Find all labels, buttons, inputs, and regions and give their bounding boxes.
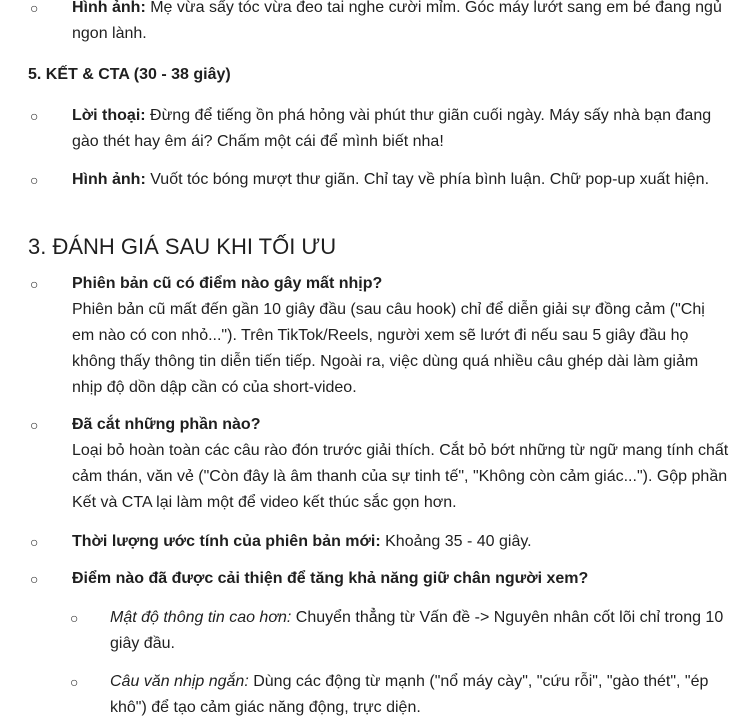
item-text: Mẹ vừa sấy tóc vừa đeo tai nghe cười mỉm. Góc máy lướt sang em bé đang ngủ ngon lành. [72,0,722,42]
item-text: Đừng để tiếng ồn phá hỏng vài phút thư giãn cuối ngày. Máy sấy nhà bạn đang gào thét hay êm ái? Chấm một cái để mình biết nha! [72,107,712,150]
list-bullet: ○ [30,0,39,16]
list-bullet: ○ [70,610,79,626]
list-item [72,167,731,193]
list-bullet: ○ [30,571,39,587]
list-item [72,0,731,47]
item-label: Hình ảnh: [72,0,146,16]
question: Phiên bản cũ có điểm nào gây mất nhịp? [72,275,383,292]
question: Đã cắt những phần nào? [72,416,261,433]
answer: Phiên bản cũ mất đến gần 10 giây đầu (sau câu hook) chỉ để diễn giải sự đồng cảm ("Chị em nào có con nhỏ..."). Trên TikTok/Reels, người xem sẽ lướt đi nếu sau 5 giây đầu họ không thấy thông tin diễn tiến tiếp. Ngoài ra, việc dùng quá nhiều câu ghép dài làm giảm nhịp độ dồn dập cần có của short-video. [72,301,705,396]
list-item [110,669,731,721]
item-text: Khoảng 35 - 40 giây. [380,533,532,550]
list-bullet: ○ [30,417,39,433]
list-item [72,412,731,516]
list-bullet: ○ [30,534,39,550]
item-text: Dùng các động từ mạnh ("nổ máy cày", "cứu rỗi", "gào thét", "ép khô") để tạo cảm giác năng động, trực diện. [110,673,709,716]
list-bullet: ○ [70,674,79,690]
section-heading: 3. ĐÁNH GIÁ SAU KHI TỐI ƯU [28,234,337,259]
item-text: Vuốt tóc bóng mượt thư giãn. Chỉ tay về phía bình luận. Chữ pop-up xuất hiện. [145,171,710,188]
list-item [110,605,731,657]
list-item [72,271,731,401]
item-label: Mật độ thông tin cao hơn: [110,609,292,626]
section-heading: 5. KẾT & CTA (30 - 38 giây) [28,66,231,83]
list-bullet: ○ [30,172,39,188]
item-text: Chuyển thẳng từ Vấn đề -> Nguyên nhân cốt lõi chỉ trong 10 giây đầu. [110,609,724,652]
item-label: Lời thoại: [72,107,146,124]
list-item [72,103,731,155]
list-item [72,566,731,592]
list-bullet: ○ [30,108,39,124]
list-item [72,529,731,555]
item-label: Thời lượng ước tính của phiên bản mới: [72,533,381,550]
question: Điểm nào đã được cải thiện để tăng khả năng giữ chân người xem? [72,570,589,587]
item-label: Hình ảnh: [72,171,146,188]
answer: Loại bỏ hoàn toàn các câu rào đón trước giải thích. Cắt bỏ bớt những từ ngữ mang tính chất cảm thán, văn vẻ ("Còn đây là âm thanh của sự tinh tế", "Không còn cảm giác..."). Gộp phần Kết và CTA lại làm một để video kết thúc sắc gọn hơn. [72,442,729,511]
list-bullet: ○ [30,276,39,292]
item-label: Câu văn nhịp ngắn: [110,673,249,690]
